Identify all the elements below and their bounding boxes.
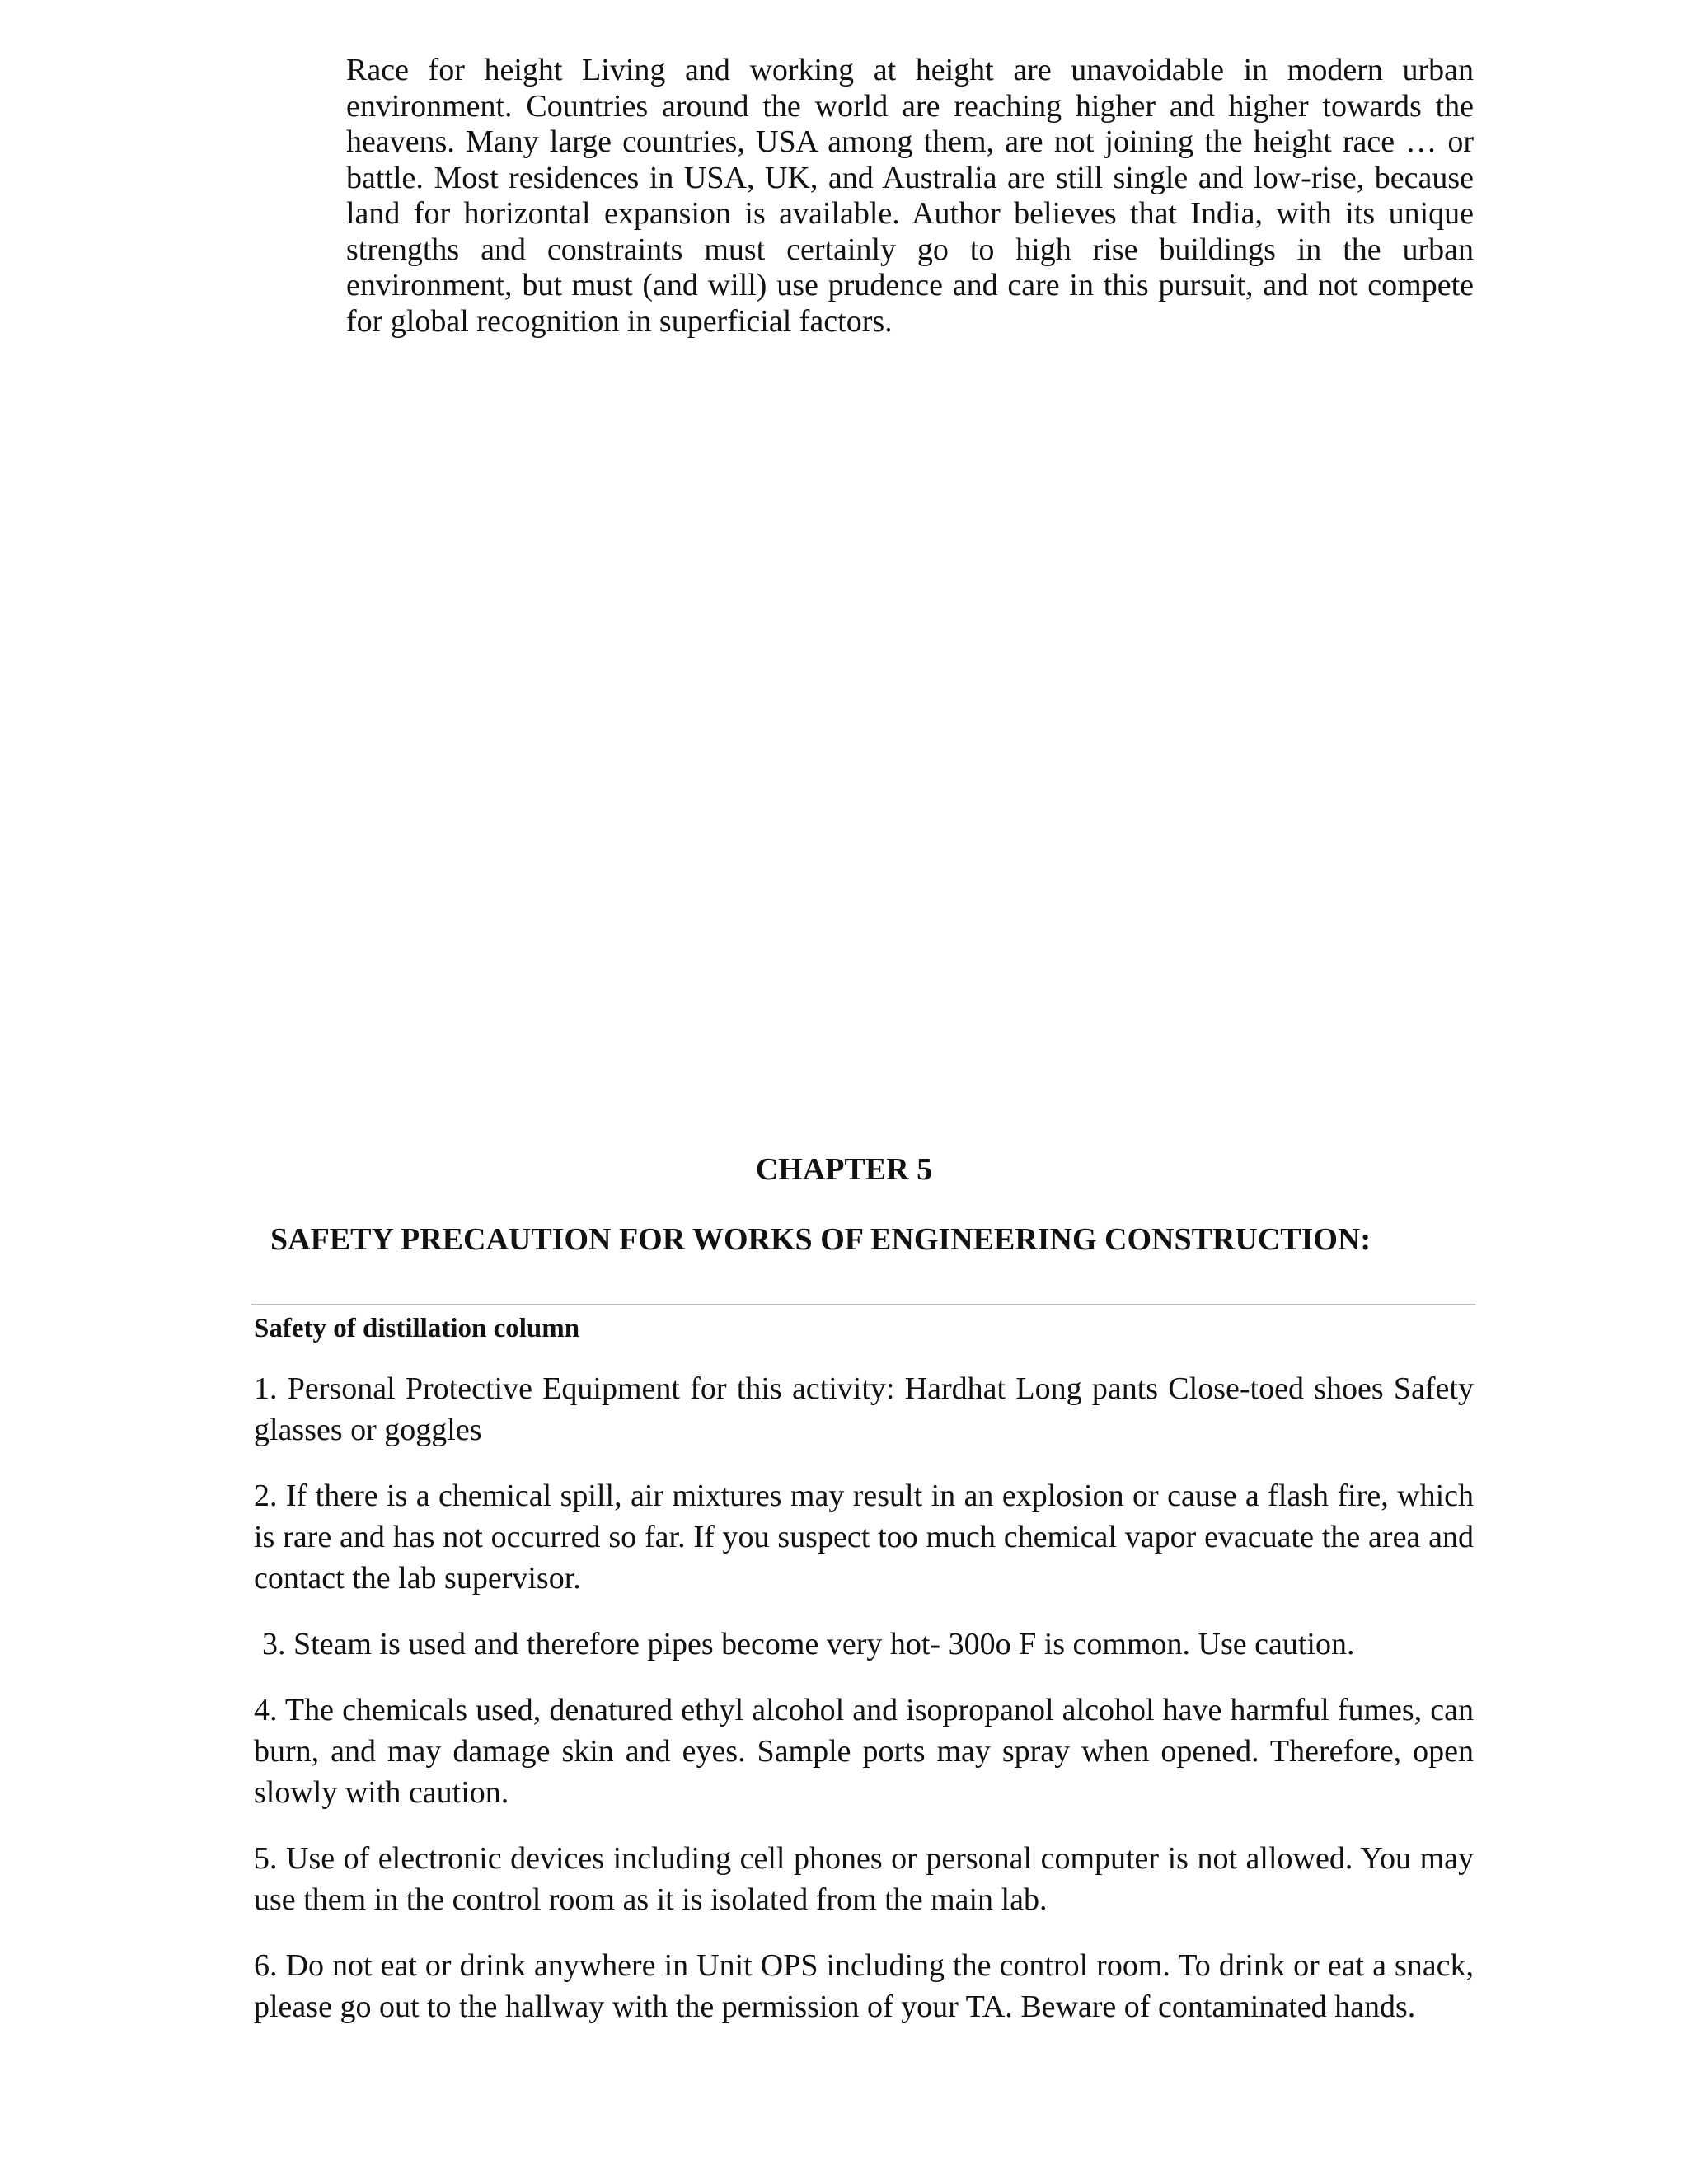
chapter-heading: SAFETY PRECAUTION FOR WORKS OF ENGINEERING CONSTRUCTION: (270, 1222, 1372, 1257)
safety-item-2: 2. If there is a chemical spill, air mixtures may result in an explosion or cause a flash fire, which is rare and has not occurred so far. If you suspect too much chemical vapor evacuate the area and contact the lab supervisor. (254, 1479, 1474, 1596)
intro-paragraph: Race for height Living and working at height are unavoidable in modern urban environment. Countries around the world are reaching higher and higher towards the heavens. Many large countries, USA among them, are not joining the height race … or battle. Most residences in USA, UK, and Australia are still single and low-rise, because land for horizontal expansion is available. Author believes that India, with its unique strengths and constraints must certainly go to high rise buildings in the urban environment, but must (and will) use prudence and care in this pursuit, and not compete for global recognition in superficial factors. (346, 53, 1474, 339)
chapter-title: CHAPTER 5 (755, 1152, 933, 1187)
section-subheading: Safety of distillation column (254, 1314, 580, 1343)
safety-item-5: 5. Use of electronic devices including cell phones or personal computer is not allowed. You may use them in the control room as it is isolated from the main lab. (254, 1841, 1474, 1917)
safety-item-6: 6. Do not eat or drink anywhere in Unit OPS including the control room. To drink or eat a snack, please go out to the hallway with the permission of your TA. Beware of contaminated hands. (254, 1948, 1474, 2024)
horizontal-divider (251, 1304, 1475, 1305)
safety-item-1: 1. Personal Protective Equipment for this activity: Hardhat Long pants Close-toed shoes Safety glasses or goggles (254, 1371, 1474, 1447)
safety-item-4: 4. The chemicals used, denatured ethyl alcohol and isopropanol alcohol have harmful fumes, can burn, and may damage skin and eyes. Sample ports may spray when opened. Therefore, open slowly with caution. (254, 1693, 1474, 1810)
safety-list (254, 1368, 1474, 2052)
safety-item-3: 3. Steam is used and therefore pipes become very hot- 300o F is common. Use caution. (262, 1627, 1355, 1661)
